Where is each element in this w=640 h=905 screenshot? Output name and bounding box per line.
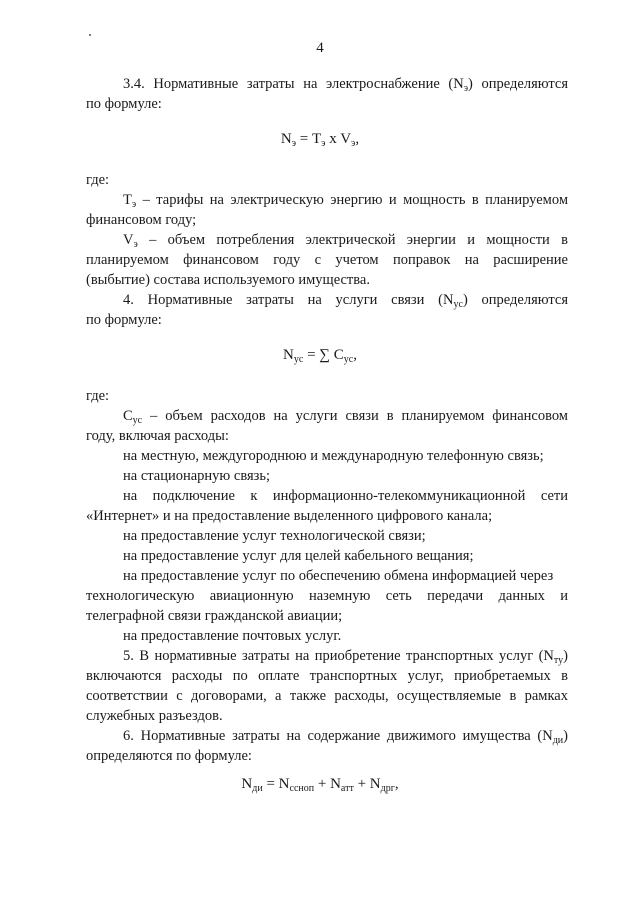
list-item-internet-line2: «Интернет» и на предоставление выделенного цифрового канала; — [86, 508, 493, 524]
paragraph-5-line3: соответствии с договорами, а также расходы, осуществляемые в рамках — [86, 688, 568, 704]
paragraph-5-line4: служебных разъездов. — [86, 708, 223, 724]
t-definition-line1: $T_э$ – тарифы на электрическую энергию и мощность в планируемом — [123, 192, 568, 210]
v-definition-line2: планируемом финансовом году с учетом поправок на расширение — [86, 252, 568, 268]
list-item-aviation-line2: технологическую авиационную наземную сеть передачи данных и — [86, 588, 568, 604]
where-label-2: где: — [86, 388, 110, 404]
formula-communication: $N_{ус}$ = ∑ $C_{ус}$, — [283, 347, 357, 365]
list-item-aviation-line1: на предоставление услуг по обеспечению обмена информацией через — [123, 568, 554, 584]
c-definition-line2: году, включая расходы: — [86, 428, 229, 444]
paragraph-4-line1: 4. Нормативные затраты на услуги связи $(N_{ус})$ определяются — [123, 292, 569, 310]
v-definition-line1: $V_э$ – объем потребления электрической энергии и мощности в — [123, 232, 568, 250]
t-definition-line2: финансовом году; — [86, 212, 197, 228]
list-item-stationary: на стационарную связь; — [123, 468, 271, 484]
paragraph-3-4-line2: по формуле: — [86, 96, 162, 112]
list-item-aviation-line3: телеграфной связи гражданской авиации; — [86, 608, 343, 624]
list-item-tech-comm: на предоставление услуг технологической связи; — [123, 528, 426, 544]
list-item-phone: на местную, междугороднюю и международную телефонную связь; — [123, 448, 544, 464]
list-item-internet-line1: на подключение к информационно-телекоммуникационной сети — [123, 488, 568, 504]
paragraph-4-line2: по формуле: — [86, 312, 162, 328]
page-number: 4 — [316, 40, 324, 56]
formula-movable-property: $N_{ди} = N_{ссноп} + N_{атт} + N_{дрг}$, — [241, 776, 399, 794]
v-definition-line3: (выбытие) состава используемого имущества. — [86, 272, 370, 288]
paragraph-6-line1: 6. Нормативные затраты на содержание движимого имущества $(N_{ди})$ — [123, 728, 568, 746]
paragraph-5-line1: 5. В нормативные затраты на приобретение транспортных услуг $(N_{ту})$ — [123, 648, 568, 666]
paragraph-3-4-line1: 3.4. Нормативные затраты на электроснабжение $(N_э)$ определяются — [123, 76, 569, 94]
c-definition-line1: $C_{ус}$ – объем расходов на услуги связи в планируемом финансовом — [123, 408, 568, 426]
paragraph-5-line2: включаются расходы по оплате транспортных услуг, приобретаемых в — [86, 668, 568, 684]
formula-electricity: $N_э = T_э$ x $V_э$, — [280, 131, 360, 149]
where-label-1: где: — [86, 172, 110, 188]
scan-speck — [89, 34, 91, 36]
list-item-postal: на предоставление почтовых услуг. — [123, 628, 342, 644]
list-item-cable: на предоставление услуг для целей кабельного вещания; — [123, 548, 474, 564]
paragraph-6-line2: определяются по формуле: — [86, 748, 252, 764]
